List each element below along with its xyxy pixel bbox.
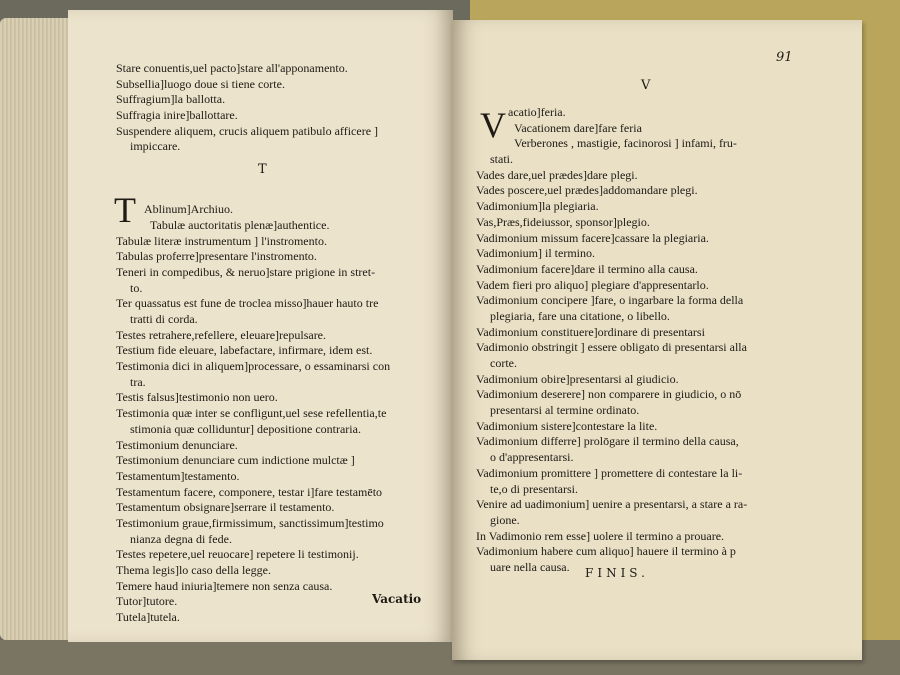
text-line: acatio]feria. bbox=[508, 105, 566, 119]
text-line: Suspendere aliquem, crucis aliquem patibulo afficere ] bbox=[116, 123, 379, 138]
text-line: Verberones , mastigie, facinorosi ] infami, fru- bbox=[514, 136, 737, 151]
text-line: Thema legis]lo caso della legge. bbox=[116, 563, 271, 577]
catchword: Vacatio bbox=[372, 592, 422, 606]
text-line: Ablinum]Archiuo. bbox=[144, 202, 233, 217]
text-line: Testimonia quæ inter se confligunt,uel sese refellentia,te bbox=[116, 406, 387, 421]
text-line: Vadimonium obire]presentarsi al giudicio. bbox=[476, 371, 679, 386]
text-line: plegiaria, fare una citatione, o libello. bbox=[490, 308, 670, 323]
text-line: Testamentum]testamento. bbox=[116, 468, 240, 483]
text-line: Vadimonium facere]dare il termino alla causa. bbox=[476, 261, 698, 276]
text-line: Testimonium graue,firmissimum, sanctissimum]testimo bbox=[116, 515, 384, 530]
text-line: Vades poscere,uel prædes]addomandare plegi. bbox=[476, 183, 698, 198]
text-line: In Vadimonio rem esse] uolere il termino a prouare. bbox=[476, 528, 725, 543]
text-line: Testamentum obsignare]serrare il testamento. bbox=[116, 500, 335, 515]
text-line: Vadimonium]la plegiaria. bbox=[476, 199, 599, 214]
text-line: Tabulæ literæ instrumentum ] l'instromento. bbox=[116, 233, 327, 248]
text-line: Venire ad uadimonium] uenire a presentarsi, a stare a ra- bbox=[476, 497, 748, 512]
text-line: nianza degna di fede. bbox=[130, 531, 232, 546]
text-line: Vadimonium habere cum aliquo] hauere il termino à p bbox=[476, 544, 736, 559]
text-line: Vadimonium promittere ] promettere di contestare la li- bbox=[476, 465, 743, 480]
left-page-text bbox=[116, 61, 446, 626]
text-line: Tabulæ auctoritatis plenæ]authentice. bbox=[150, 217, 330, 232]
text-line: Vadimonium deserere] non comparere in giudicio, o nō bbox=[476, 387, 742, 402]
text-line: Tabulas proferre]presentare l'instromento. bbox=[116, 249, 317, 264]
section-letter-v: V bbox=[641, 78, 651, 93]
text-line: Tutela]tutela. bbox=[116, 610, 180, 625]
text-line: Testimonium denunciare cum indictione mulctæ ] bbox=[116, 453, 355, 468]
text-line: Suffragium]la ballotta. bbox=[116, 92, 226, 107]
text-line: to. bbox=[130, 280, 143, 295]
text-line: Vadimonium sistere]contestare la lite. bbox=[476, 418, 658, 433]
dropcap-t: T bbox=[114, 190, 136, 230]
text-line: tra. bbox=[130, 374, 146, 389]
text-line: impiccare. bbox=[130, 139, 181, 154]
right-page-text bbox=[476, 105, 816, 576]
text-line: Ter quassatus est fune de troclea misso]hauer hauto tre bbox=[116, 296, 379, 311]
dropcap-v: V bbox=[480, 105, 506, 145]
text-line: stati. bbox=[490, 152, 513, 167]
text-line: uare nella causa. bbox=[490, 559, 570, 574]
text-line: Vadimonium differre] prolōgare il termino della causa, bbox=[476, 434, 739, 449]
text-line: stimonia quæ colliduntur] depositione contraria. bbox=[130, 421, 361, 436]
text-line: Testes repetere,uel reuocare] repetere li testimonij. bbox=[116, 547, 359, 562]
text-line: o d'appresentarsi. bbox=[490, 450, 574, 465]
text-line: Testis falsus]testimonio non uero. bbox=[116, 390, 278, 405]
text-line: Testamentum facere, componere, testar i]fare testamēto bbox=[116, 484, 383, 499]
text-line: Teneri in compedibus, & neruo]stare prigione in stret- bbox=[116, 264, 376, 279]
text-line: Vadimonio obstringit ] essere obligato di presentarsi alla bbox=[476, 340, 747, 355]
text-line: te,o di presentarsi. bbox=[490, 481, 578, 496]
book-page-edges bbox=[0, 18, 78, 640]
text-line: Vadem fieri pro aliquo] plegiare d'appresentarlo. bbox=[476, 277, 709, 292]
text-line: Vades dare,uel prædes]dare plegi. bbox=[476, 167, 638, 182]
text-line: Testimonium denunciare. bbox=[116, 437, 238, 452]
finis-mark: FINIS. bbox=[585, 566, 649, 580]
text-line: Temere haud iniuria]temere non senza causa. bbox=[116, 578, 333, 593]
text-line: Vadimonium] il termino. bbox=[476, 246, 595, 261]
text-line: Vadimonium missum facere]cassare la plegiaria. bbox=[476, 230, 709, 245]
text-line: Testimonia dici in aliquem]processare, o essaminarsi con bbox=[116, 359, 391, 374]
text-line: Vadimonium concipere ]fare, o ingarbare la forma della bbox=[476, 293, 744, 308]
text-line: Vas,Præs,fideiussor, sponsor]plegio. bbox=[476, 214, 650, 229]
text-line: Tutor]tutore. bbox=[116, 594, 178, 609]
text-line: presentarsi al termine ordinato. bbox=[490, 403, 640, 418]
text-line: corte. bbox=[490, 356, 517, 370]
text-line: Suffragia inire]ballottare. bbox=[116, 108, 238, 123]
text-line: Stare conuentis,uel pacto]stare all'apponamento. bbox=[116, 61, 348, 75]
text-line: Testes retrahere,refellere, eleuare]repulsare. bbox=[116, 327, 327, 342]
section-letter-t: T bbox=[258, 162, 267, 177]
page-number: 91 bbox=[776, 50, 793, 65]
text-line: Testium fide eleuare, labefactare, infirmare, idem est. bbox=[116, 343, 373, 358]
text-line: tratti di corda. bbox=[130, 312, 198, 326]
text-line: Vacationem dare]fare feria bbox=[514, 120, 642, 135]
text-line: gione. bbox=[490, 512, 520, 527]
text-line: Subsellia]luogo doue si tiene corte. bbox=[116, 76, 285, 91]
text-line: Vadimonium constituere]ordinare di presentarsi bbox=[476, 324, 705, 339]
